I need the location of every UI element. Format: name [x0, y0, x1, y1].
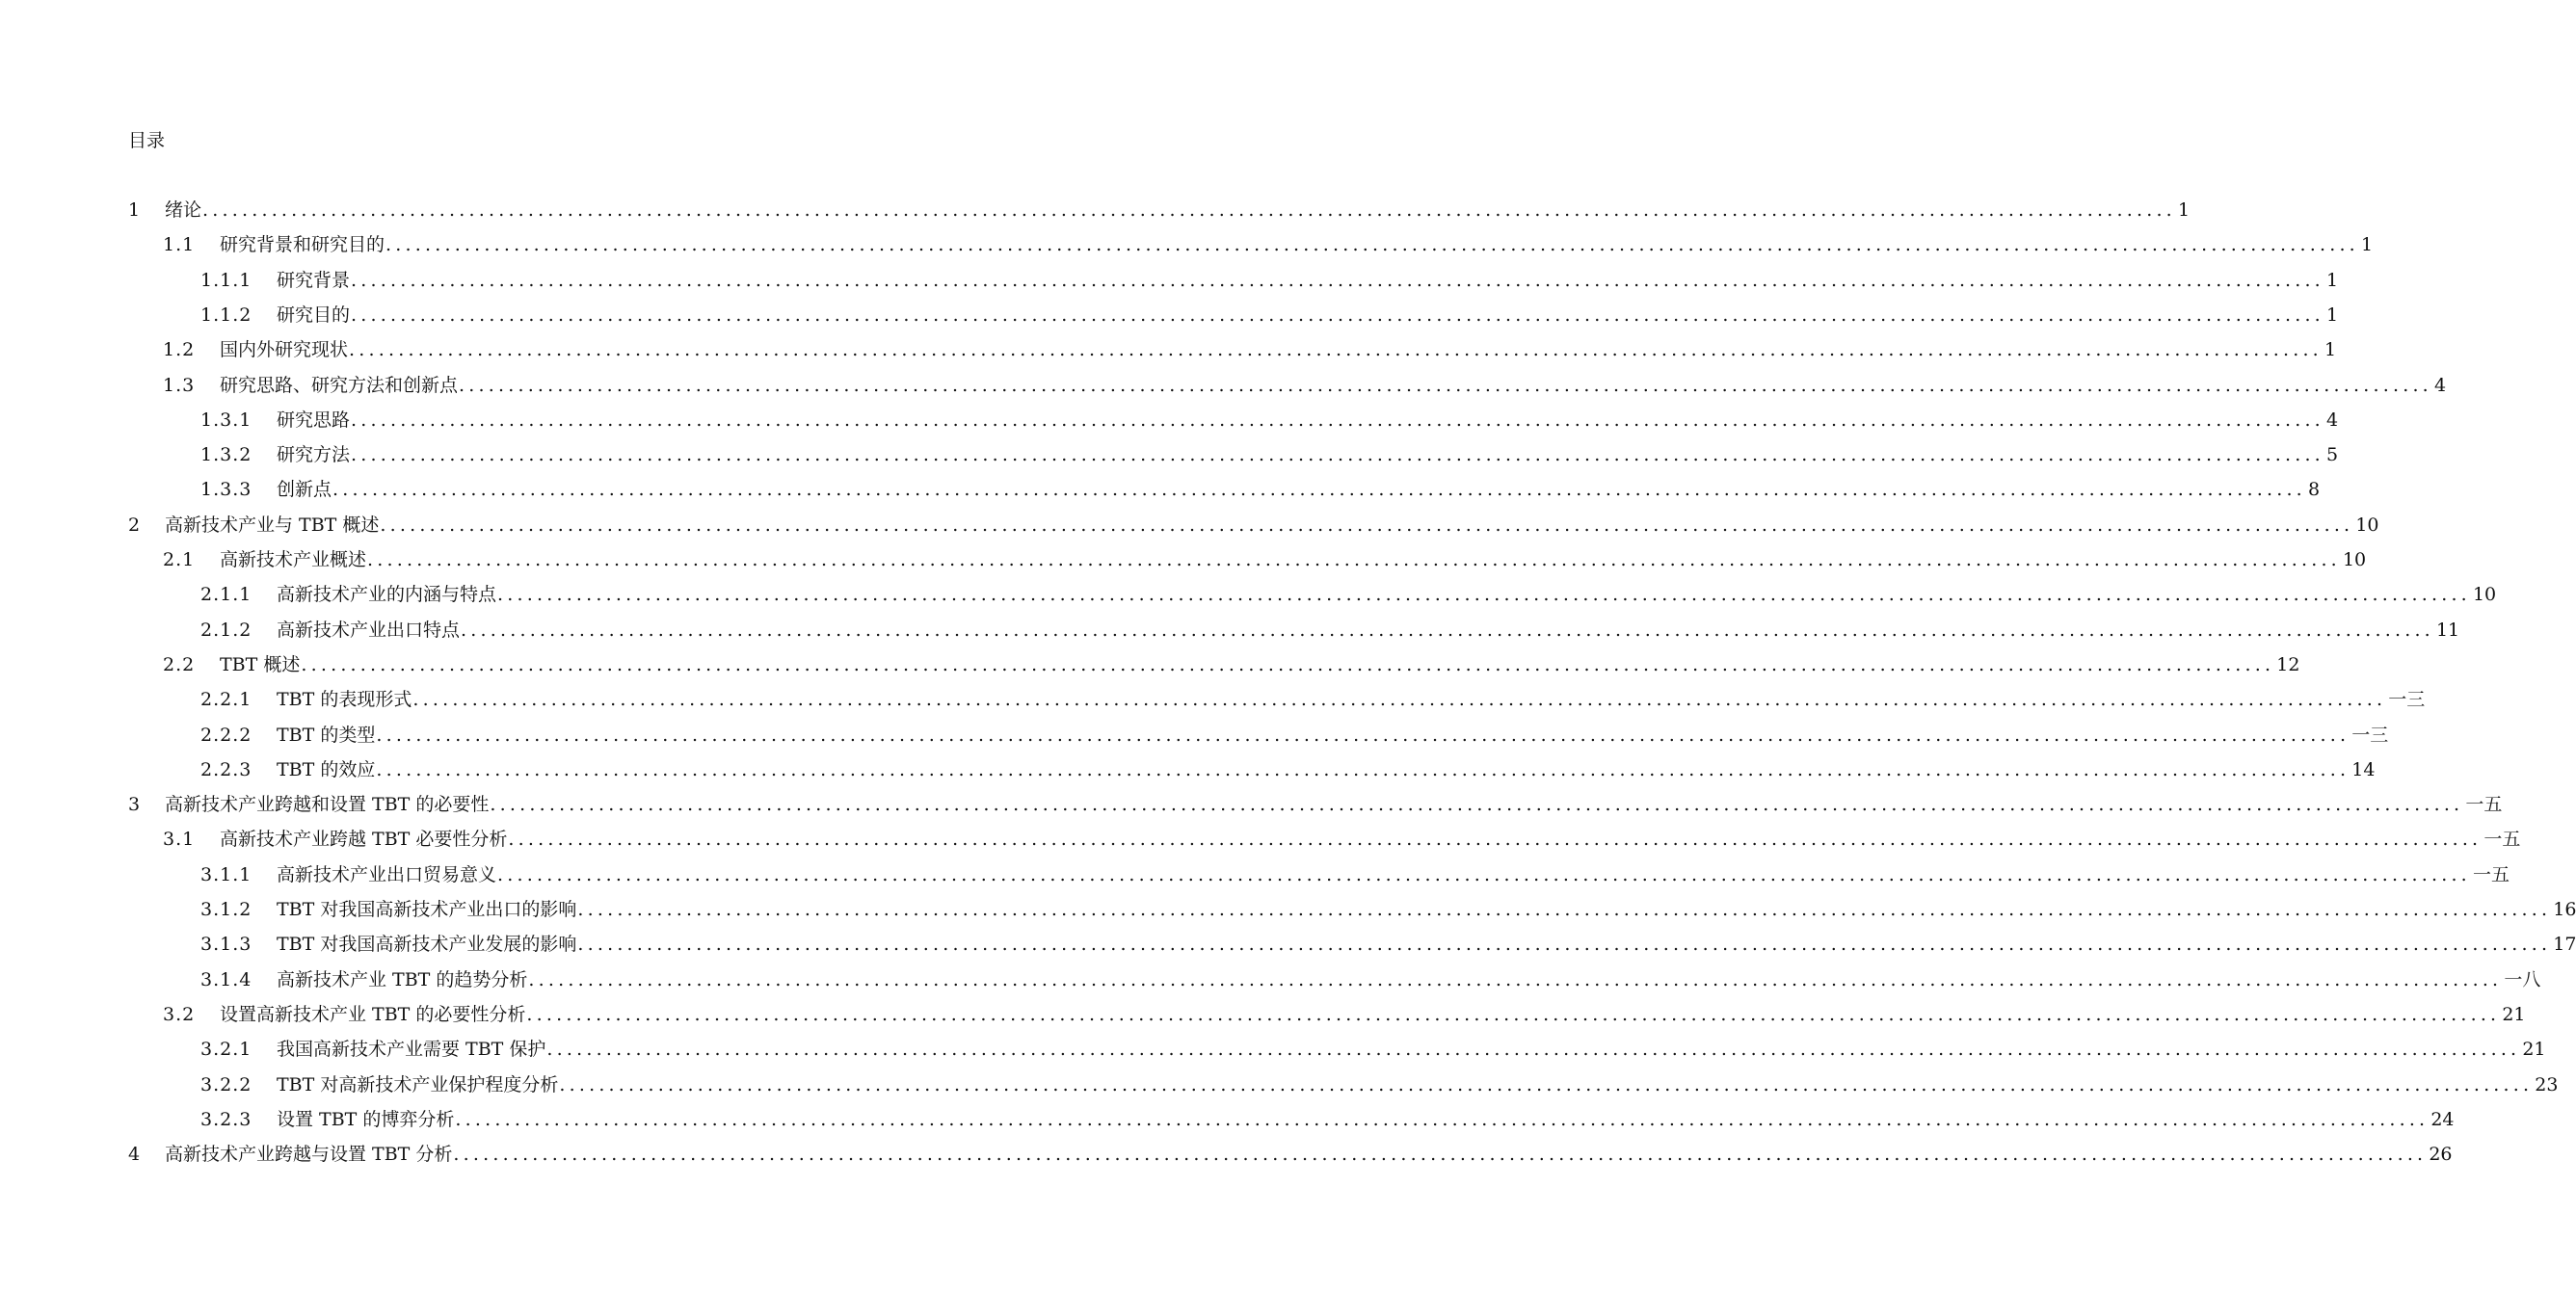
toc-entry-title: 研究方法: [277, 444, 351, 466]
toc-entry-title: 高新技术产业出口特点: [277, 619, 461, 641]
dot-leader: ........................................................................................................................................................................................................: [497, 584, 2471, 606]
toc-entry-page: 12: [2276, 653, 2300, 675]
toc-entry-page: 10: [2355, 514, 2379, 536]
toc-entry-page: 17: [2553, 934, 2576, 956]
dot-leader: ........................................................................................................................................................................................................: [351, 444, 2324, 466]
toc-entry-number: 1.3.3: [200, 479, 252, 501]
toc-entry[interactable]: [200, 613, 2460, 647]
toc-entry[interactable]: [200, 892, 2576, 927]
toc-entry-number: 2.2.3: [200, 758, 252, 780]
toc-entry-title: TBT 概述: [220, 653, 301, 675]
toc-entry-title: 高新技术产业跨越和设置 TBT 的必要性: [165, 794, 490, 816]
toc-entry-number: 2: [128, 514, 142, 536]
dot-leader: ........................................................................................................................................................................................................: [367, 549, 2341, 570]
dot-leader: ........................................................................................................................................................................................................: [497, 863, 2471, 885]
toc-entry-page: 一三: [2351, 724, 2389, 746]
toc-entry-page: 21: [2502, 1003, 2526, 1025]
toc-entry-page: 11: [2435, 619, 2460, 641]
toc-entry-page: 1: [2177, 199, 2191, 221]
dot-leader: ........................................................................................................................................................................................................: [349, 339, 2323, 361]
toc-entry-title: 高新技术产业概述: [220, 549, 367, 570]
toc-entry-number: 3.1.4: [200, 968, 252, 990]
toc-entry-number: 3.1.2: [200, 899, 252, 920]
toc-entry-number: 2.2: [163, 653, 196, 675]
toc-entry-number: 1: [128, 199, 142, 221]
dot-leader: ........................................................................................................................................................................................................: [526, 1003, 2501, 1025]
toc-entry-page: 一五: [2472, 863, 2510, 885]
toc-entry-title: TBT 对我国高新技术产业发展的影响: [277, 934, 577, 956]
toc-entry-page: 4: [2325, 409, 2339, 431]
toc-entry[interactable]: [200, 472, 2321, 507]
toc-entry-number: 3.1.3: [200, 934, 252, 956]
toc-entry-number: 3.2.3: [200, 1108, 252, 1130]
dot-leader: ........................................................................................................................................................................................................: [385, 234, 2359, 256]
toc-entry-number: 3.2: [163, 1003, 196, 1025]
toc-entry[interactable]: [200, 298, 2339, 332]
toc-entry-title: 高新技术产业出口贸易意义: [277, 863, 497, 885]
toc-entry-number: 4: [128, 1144, 142, 1166]
toc-entry[interactable]: [200, 1032, 2546, 1067]
toc-entry[interactable]: [163, 997, 2526, 1032]
toc-entry-number: 2.1: [163, 549, 196, 570]
toc-entry-number: 2.2.1: [200, 689, 252, 711]
dot-leader: ........................................................................................................................................................................................................: [351, 303, 2324, 326]
toc-entry-title: 绪论: [165, 199, 202, 221]
toc-entry[interactable]: [200, 752, 2376, 787]
toc-entry-page: 一三: [2388, 689, 2426, 711]
toc-entry-number: 2.1.2: [200, 619, 252, 641]
toc-entry[interactable]: [163, 368, 2447, 403]
toc-entry-number: 1.3: [163, 374, 196, 396]
dot-leader: ........................................................................................................................................................................................................: [301, 653, 2275, 675]
toc-entry-title: 设置 TBT 的博弈分析: [277, 1108, 455, 1130]
toc-entry[interactable]: [200, 1068, 2559, 1102]
toc-entry-page: 1: [2325, 269, 2339, 291]
toc-entry-page: 1: [2360, 234, 2374, 256]
toc-entry[interactable]: [200, 1102, 2455, 1137]
dot-leader: ........................................................................................................................................................................................................: [528, 968, 2503, 990]
toc-entry-title: 创新点: [277, 479, 332, 501]
dot-leader: ........................................................................................................................................................................................................: [351, 409, 2324, 431]
toc-entry-title: 研究背景和研究目的: [220, 234, 385, 256]
toc-entry-title: 高新技术产业跨越与设置 TBT 分析: [165, 1144, 453, 1166]
toc-entry-title: 高新技术产业 TBT 的趋势分析: [277, 968, 528, 990]
toc-entry-number: 2.1.1: [200, 584, 252, 606]
toc-entry-page: 10: [2472, 584, 2497, 606]
dot-leader: ........................................................................................................................................................................................................: [490, 794, 2464, 816]
toc-entry[interactable]: [200, 403, 2339, 437]
toc-entry-page: 26: [2429, 1144, 2453, 1166]
toc-entry-page: 16: [2553, 899, 2576, 920]
toc-entry[interactable]: [200, 577, 2497, 612]
toc-entry-page: 4: [2433, 374, 2447, 396]
toc-heading: 目录: [128, 130, 166, 151]
toc-entry-title: TBT 对我国高新技术产业出口的影响: [277, 899, 577, 920]
dot-leader: ........................................................................................................................................................................................................: [508, 829, 2483, 851]
toc-entry-title: TBT 的表现形式: [277, 689, 412, 711]
dot-leader: ........................................................................................................................................................................................................: [376, 724, 2350, 746]
toc-entry[interactable]: [128, 193, 2191, 227]
toc-entry[interactable]: [200, 437, 2339, 472]
toc-entry-title: TBT 的效应: [277, 758, 376, 780]
toc-entry-page: 1: [2325, 303, 2339, 326]
dot-leader: ........................................................................................................................................................................................................: [461, 619, 2434, 641]
toc-entry-number: 2.2.2: [200, 724, 252, 746]
toc-entry-page: 24: [2430, 1108, 2455, 1130]
toc-entry-number: 1.3.1: [200, 409, 252, 431]
toc-entry-title: 研究思路、研究方法和创新点: [220, 374, 459, 396]
toc-entry[interactable]: [200, 858, 2510, 892]
toc-entry-number: 3.1: [163, 829, 196, 851]
toc-entry[interactable]: [163, 332, 2337, 367]
dot-leader: ........................................................................................................................................................................................................: [559, 1073, 2534, 1095]
toc-entry[interactable]: [163, 542, 2367, 577]
toc-entry[interactable]: [200, 927, 2576, 962]
dot-leader: ........................................................................................................................................................................................................: [455, 1108, 2430, 1130]
toc-entry[interactable]: [128, 1137, 2453, 1172]
dot-leader: ........................................................................................................................................................................................................: [412, 689, 2387, 711]
toc-entry-page: 14: [2351, 758, 2376, 780]
toc-entry-number: 3: [128, 794, 142, 816]
toc-entry-title: 我国高新技术产业需要 TBT 保护: [277, 1039, 546, 1061]
toc-entry-page: 5: [2325, 444, 2339, 466]
toc-entry-number: 1.1: [163, 234, 196, 256]
dot-leader: ........................................................................................................................................................................................................: [202, 199, 2176, 221]
toc-entry-number: 1.3.2: [200, 444, 252, 466]
dot-leader: ........................................................................................................................................................................................................: [459, 374, 2432, 396]
toc-entry[interactable]: [163, 227, 2374, 262]
toc-entry-page: 1: [2324, 339, 2337, 361]
toc-entry[interactable]: [200, 263, 2339, 298]
toc-entry-title: 高新技术产业跨越 TBT 必要性分析: [220, 829, 508, 851]
toc-entry[interactable]: [163, 647, 2300, 682]
dot-leader: ........................................................................................................................................................................................................: [380, 514, 2354, 536]
toc-entry[interactable]: [128, 787, 2503, 822]
toc-entry-title: 设置高新技术产业 TBT 的必要性分析: [220, 1003, 526, 1025]
dot-leader: ........................................................................................................................................................................................................: [376, 758, 2350, 780]
toc-entry[interactable]: [163, 822, 2521, 857]
toc-entry-title: TBT 的类型: [277, 724, 376, 746]
dot-leader: ........................................................................................................................................................................................................: [546, 1039, 2521, 1061]
toc-entry-page: 23: [2535, 1073, 2559, 1095]
toc-entry-title: 研究思路: [277, 409, 351, 431]
toc-entry-number: 3.2.1: [200, 1039, 252, 1061]
toc-entry-number: 3.1.1: [200, 863, 252, 885]
toc-entry-title: 研究背景: [277, 269, 351, 291]
toc-entry-page: 一八: [2504, 968, 2541, 990]
toc-entry[interactable]: [128, 508, 2379, 542]
dot-leader: ........................................................................................................................................................................................................: [332, 479, 2306, 501]
toc-entry-title: 研究目的: [277, 303, 351, 326]
dot-leader: ........................................................................................................................................................................................................: [577, 899, 2552, 920]
toc-entry-number: 3.2.2: [200, 1073, 252, 1095]
toc-entry-page: 一五: [2465, 794, 2503, 816]
toc-entry-page: 8: [2307, 479, 2321, 501]
toc-entry[interactable]: [200, 718, 2389, 752]
toc-entry-title: 高新技术产业与 TBT 概述: [165, 514, 380, 536]
dot-leader: ........................................................................................................................................................................................................: [577, 934, 2552, 956]
dot-leader: ........................................................................................................................................................................................................: [351, 269, 2324, 291]
toc-entry-number: 1.1.1: [200, 269, 252, 291]
toc-entry-page: 10: [2342, 549, 2367, 570]
toc-entry-page: 21: [2522, 1039, 2546, 1061]
toc-entry-number: 1.1.2: [200, 303, 252, 326]
toc-entry[interactable]: [200, 682, 2426, 717]
toc-entry-title: 国内外研究现状: [220, 339, 349, 361]
toc-entry-title: 高新技术产业的内涵与特点: [277, 584, 497, 606]
toc-entry[interactable]: [200, 963, 2541, 997]
dot-leader: ........................................................................................................................................................................................................: [453, 1144, 2428, 1166]
toc-entry-page: 一五: [2483, 829, 2521, 851]
toc-entry-number: 1.2: [163, 339, 196, 361]
toc-entry-title: TBT 对高新技术产业保护程度分析: [277, 1073, 559, 1095]
